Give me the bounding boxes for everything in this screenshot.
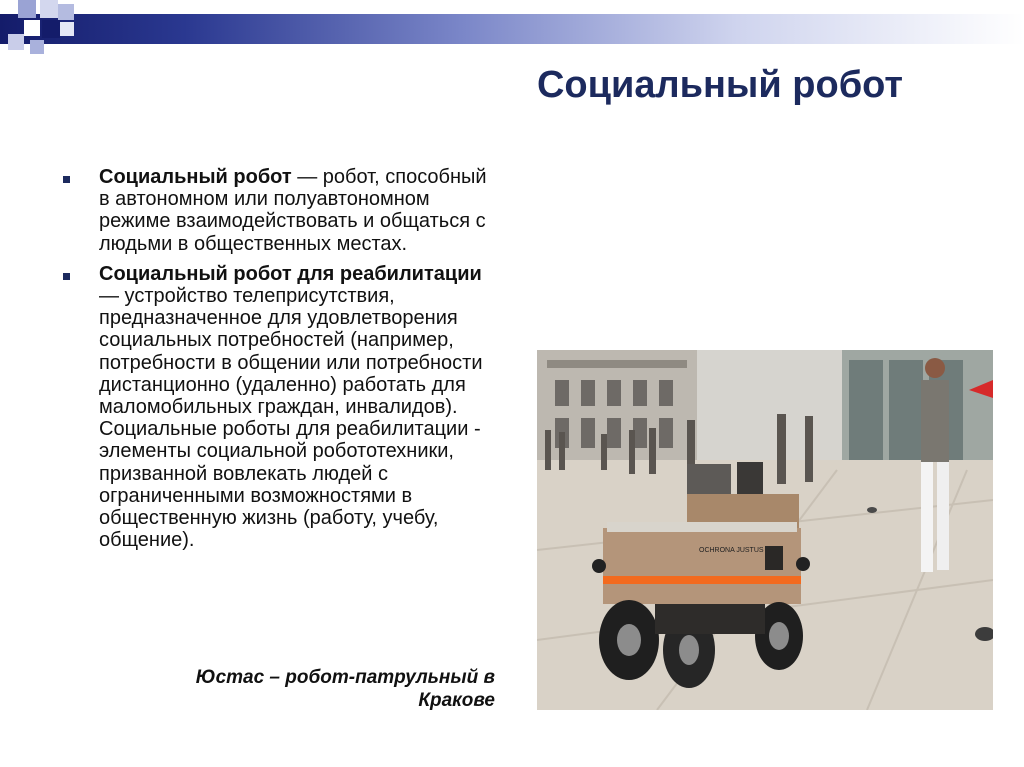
decor-square — [18, 0, 36, 18]
bullet-term: Социальный робот для реабилитации — [99, 262, 482, 285]
decor-square — [8, 34, 24, 50]
bullet-text: — устройство телеприсутствия, предназначенное для удовлетворения социальных потребностей (например, потребности в общении или потребности дистанционно (удаленно) работать для маломобильных граждан, инвалидов). Социальные роботы для реабилитации - элементы социальной робототехники, призванной вовлекать людей с ограниченными возможностями в общественную жизнь (работу, учебу, общение). — [99, 285, 483, 552]
header-gradient-bar — [0, 14, 1024, 44]
robot-label: OCHRONA JUSTUS — [699, 547, 764, 554]
robot-photo — [537, 350, 993, 710]
slide-title: Социальный робот — [536, 64, 904, 106]
decor-square — [40, 0, 58, 18]
decor-square — [58, 4, 74, 20]
bullet-term: Социальный робот — [99, 166, 292, 188]
bullet-item — [58, 166, 488, 255]
bullet-square-icon — [63, 176, 70, 183]
photo-caption: Юстас – робот-патрульный в Кракове — [195, 667, 495, 711]
bullet-item — [58, 263, 488, 552]
decor-square — [24, 20, 40, 36]
bullet-text: — робот, способный в автономном или полуавтономном режиме взаимодействовать и общаться с людьми в общественных местах. — [99, 166, 487, 255]
decor-square — [42, 20, 60, 38]
slide-content — [58, 166, 488, 559]
decor-square — [60, 22, 74, 36]
bullet-square-icon — [63, 273, 70, 280]
decor-square — [30, 40, 44, 54]
